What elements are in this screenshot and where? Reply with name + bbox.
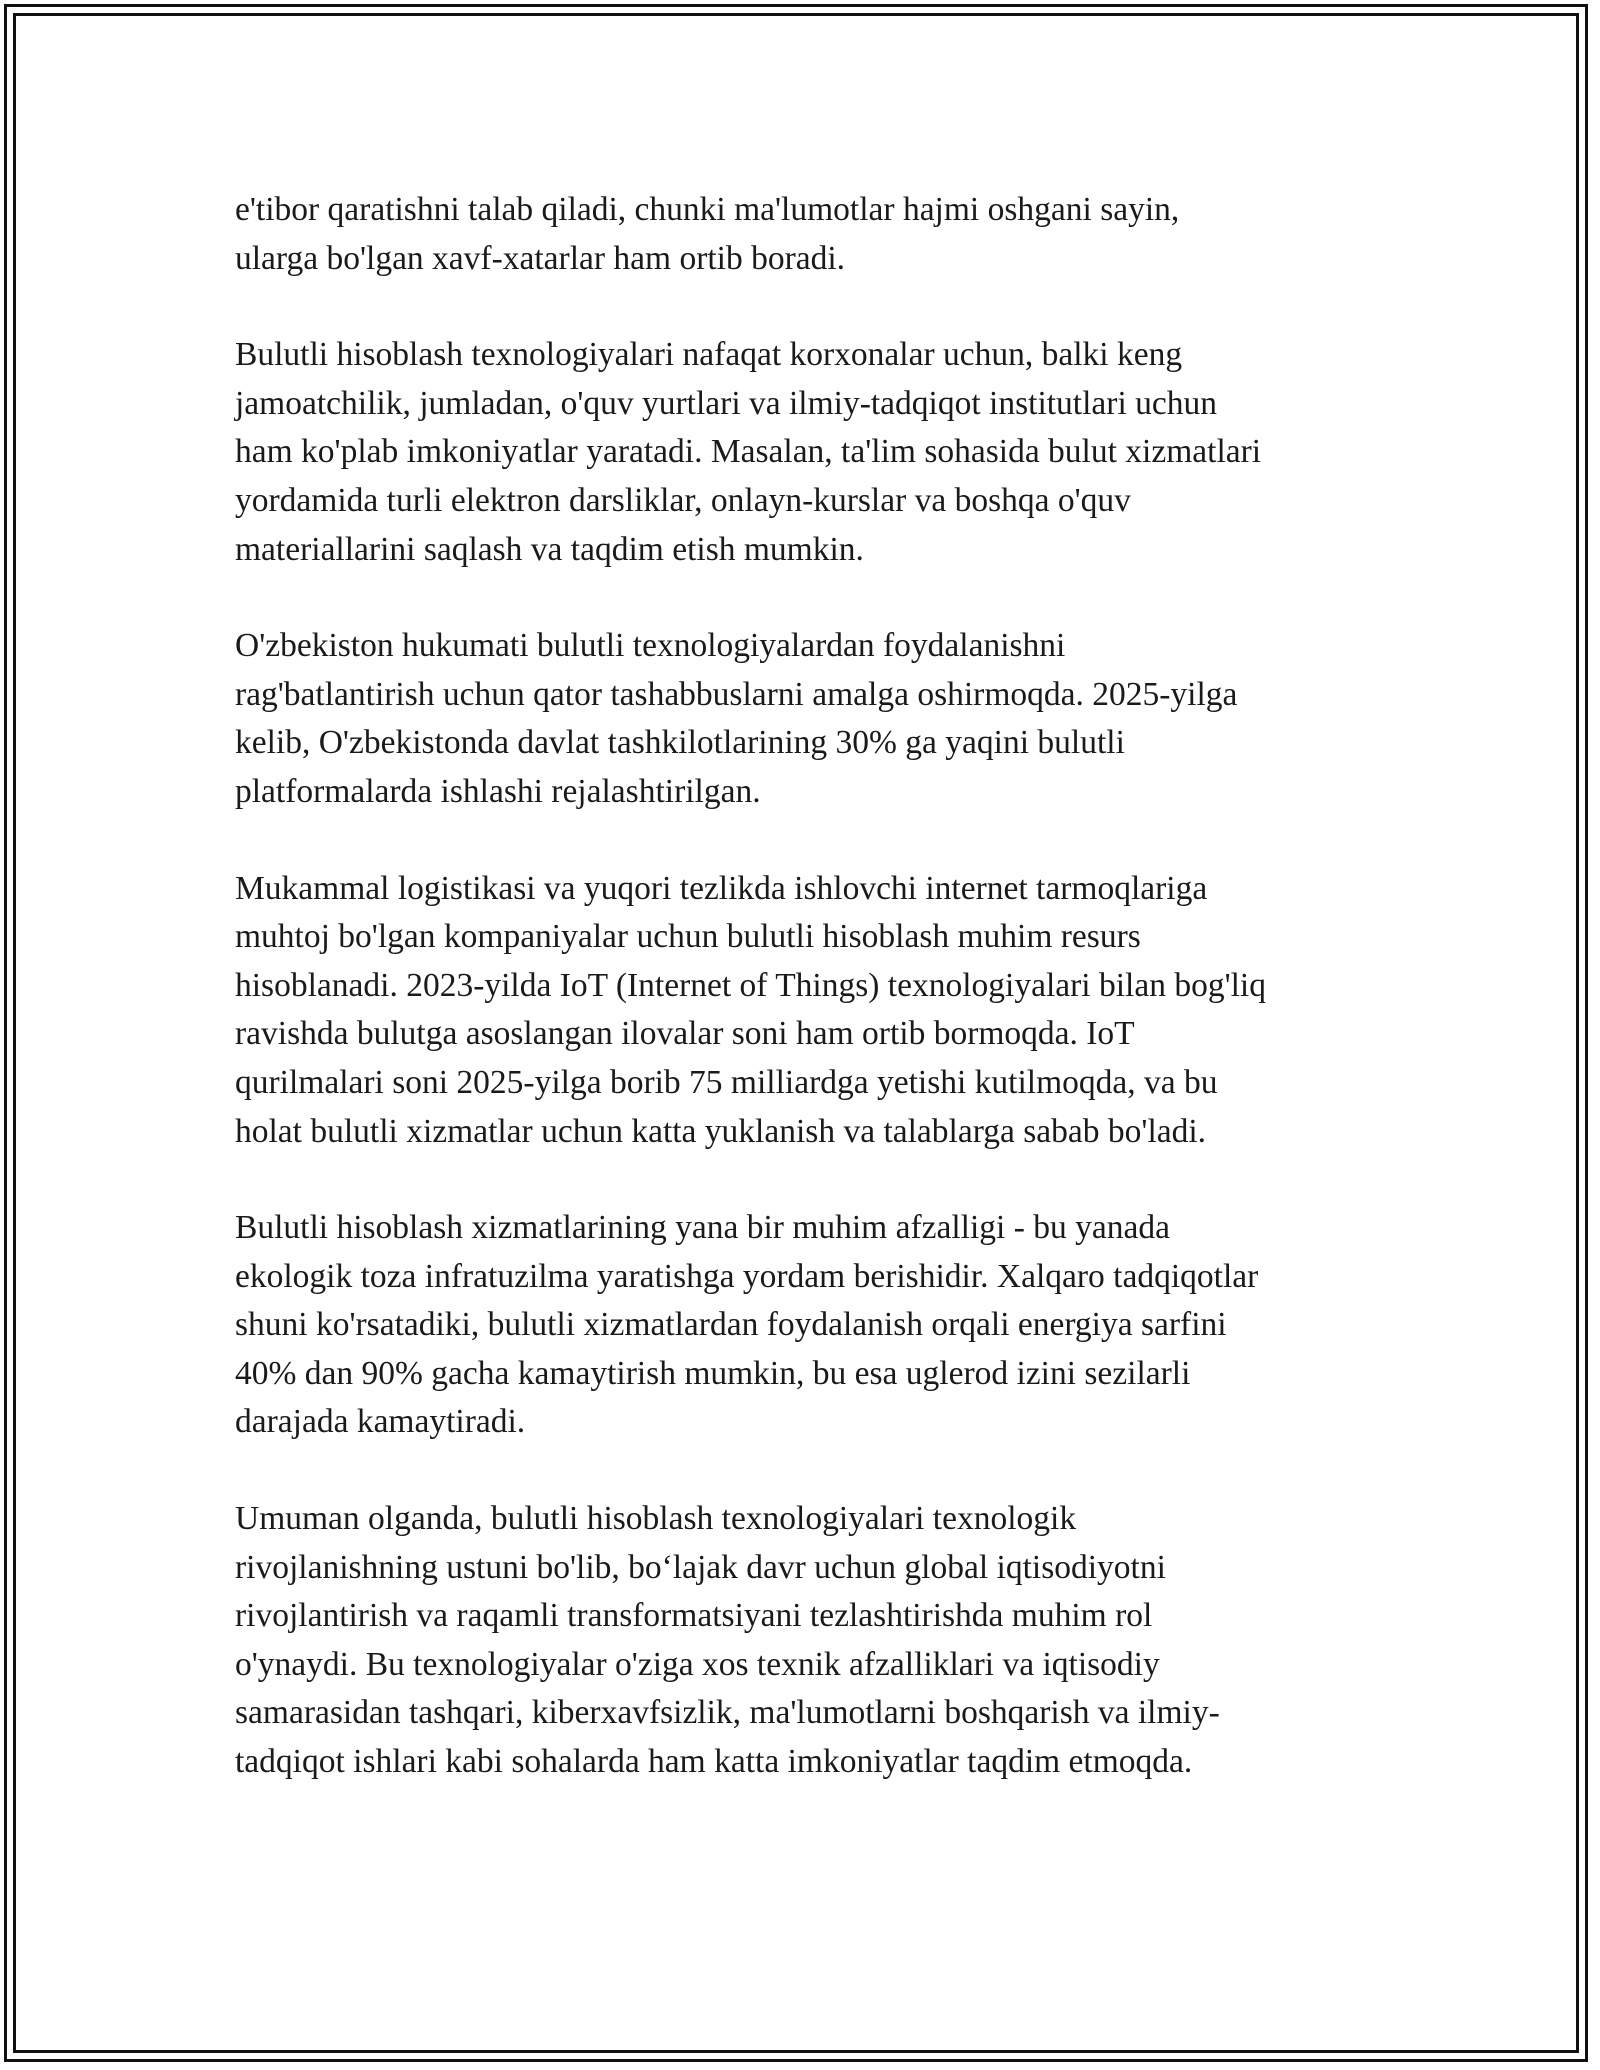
document-body [235,186,1385,1835]
paragraph-6: Umuman olganda, bulutli hisoblash texnologiyalari texnologik rivojlanishning ustuni bo'lib, bo‘lajak davr uchun global iqtisodiyotni rivojlantirish va raqamli transformatsiyani tezlashtirishda muhim rol o'ynaydi. Bu texnologiyalar o'ziga xos texnik afzalliklari va iqtisodiy samarasidan tashqari, kiberxavfsizlik, ma'lumotlarni boshqarish va ilmiy- tadqiqot ishlari kabi sohalarda ham katta imkoniyatlar taqdim etmoqda. [235,1500,1220,1781]
paragraph-1: e'tibor qaratishni talab qiladi, chunki ma'lumotlar hajmi oshgani sayin, ularga bo'lgan xavf-xatarlar ham ortib boradi. [235,191,1180,277]
paragraph-4: Mukammal logistikasi va yuqori tezlikda ishlovchi internet tarmoqlariga muhtoj bo'lgan kompaniyalar uchun bulutli hisoblash muhim resurs hisoblanadi. 2023-yilda IoT (Internet of Things) texnologiyalari bilan bog'liq ravishda bulutga asoslangan ilovalar soni ham ortib bormoqda. IoT qurilmalari soni 2025-yilga borib 75 milliardga yetishi kutilmoqda, va bu holat bulutli xizmatlar uchun katta yuklanish va talablarga sabab bo'ladi. [235,869,1266,1150]
paragraph-2: Bulutli hisoblash texnologiyalari nafaqat korxonalar uchun, balki keng jamoatchilik, jumladan, o'quv yurtlari va ilmiy-tadqiqot institutlari uchun ham ko'plab imkoniyatlar yaratadi. Masalan, ta'lim sohasida bulut xizmatlari yordamida turli elektron darsliklar, onlayn-kurslar va boshqa o'quv materiallarini saqlash va taqdim etish mumkin. [235,336,1262,568]
paragraph-5: Bulutli hisoblash xizmatlarining yana bir muhim afzalligi - bu yanada ekologik toza infratuzilma yaratishga yordam berishidir. Xalqaro tadqiqotlar shuni ko'rsatadiki, bulutli xizmatlardan foydalanish orqali energiya sarfini 40% dan 90% gacha kamaytirish mumkin, bu esa uglerod izini sezilarli darajada kamaytiradi. [235,1209,1259,1441]
paragraph-3: O'zbekiston hukumati bulutli texnologiyalardan foydalanishni rag'batlantirish uchun qator tashabbuslarni amalga oshirmoqda. 2025-yilga kelib, O'zbekistonda davlat tashkilotlarining 30% ga yaqini bulutli platformalarda ishlashi rejalashtirilgan. [235,627,1238,810]
